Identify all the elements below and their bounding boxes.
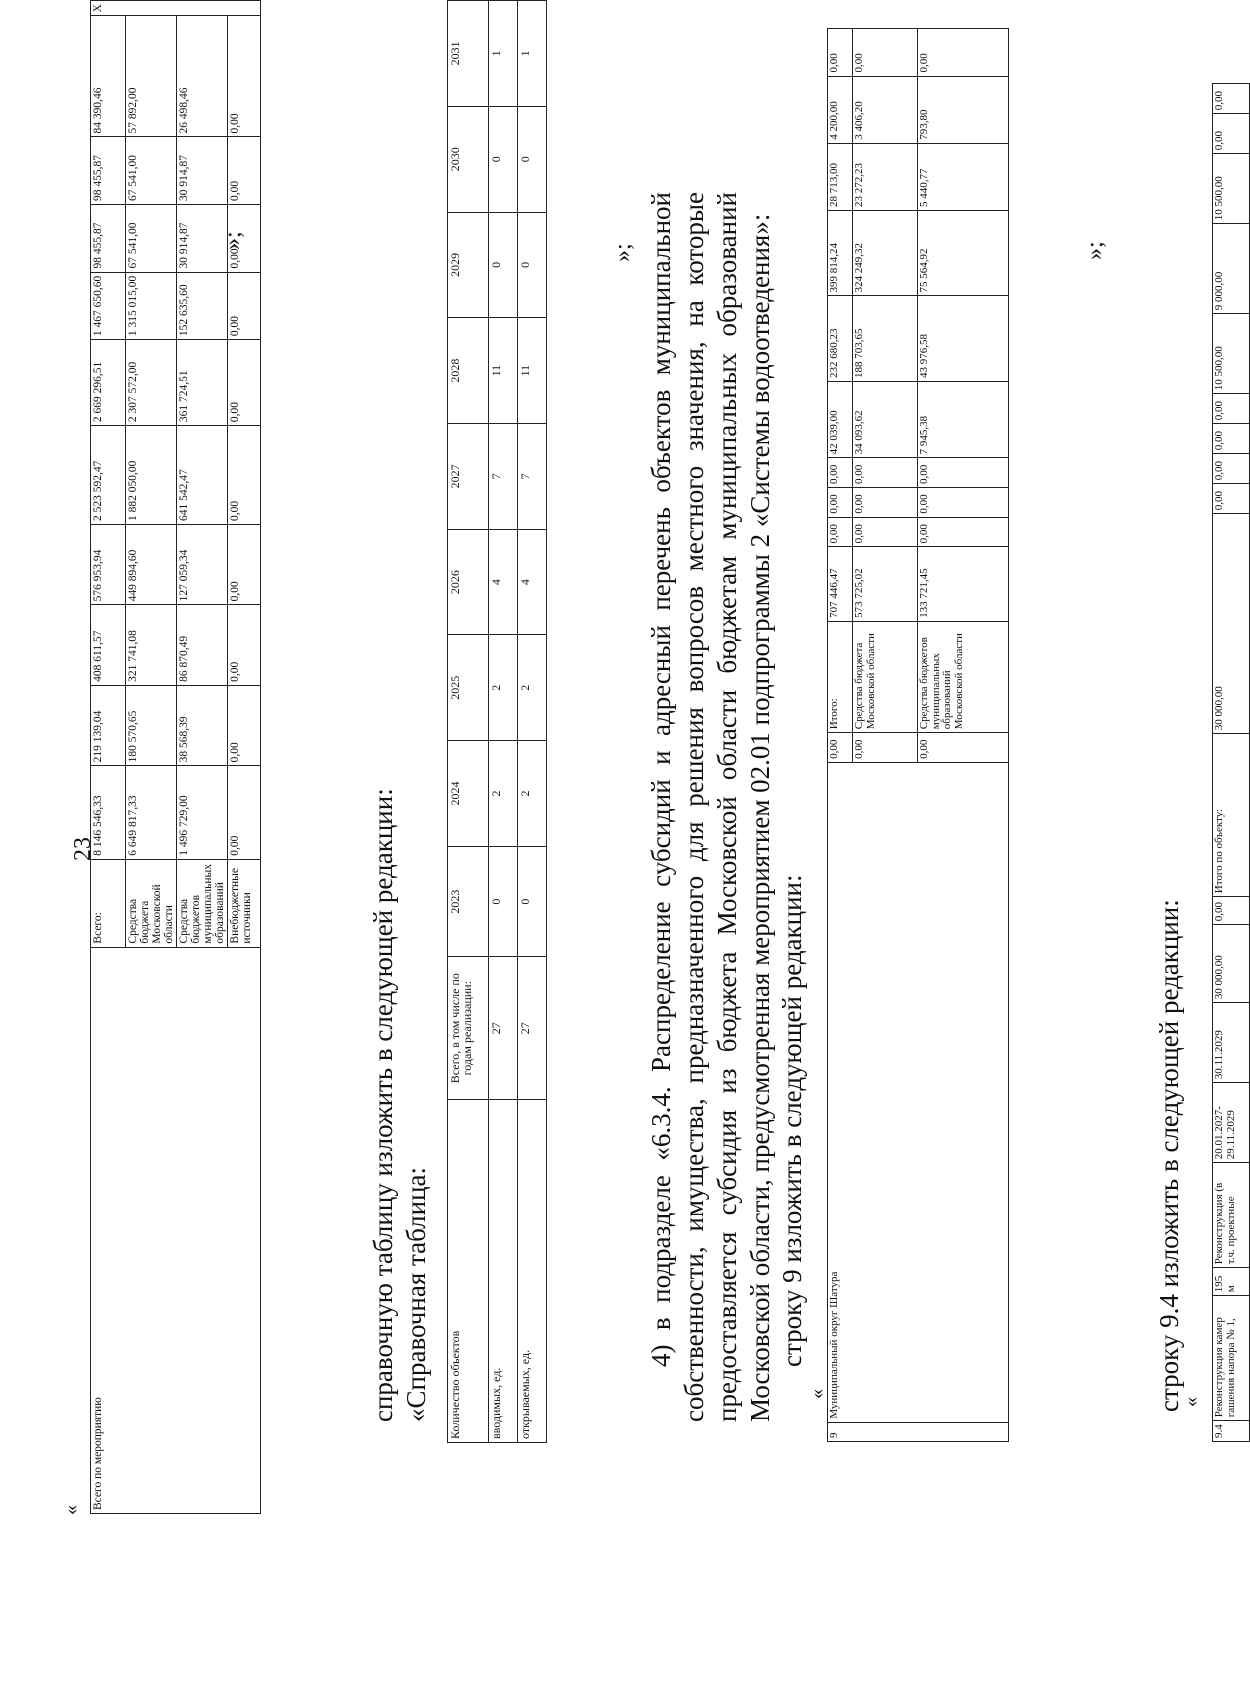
funding-value: 0,00 (1213, 424, 1250, 454)
year-value: 2 (518, 741, 547, 847)
funding-value: 576 953,94 (91, 524, 126, 604)
funding-value: 42 039,00 (828, 381, 853, 457)
table-header-row (448, 1, 489, 1443)
year-value: 2 (489, 741, 518, 847)
funding-value: 2 669 296,51 (91, 340, 126, 426)
paragraph-6-3-4: 4) в подразделе «6.3.4. Распределение субсидий и адресный перечень объектов муниципальной собственности, имущества, предназначенного для решения вопросов местного значения, на которые предоставляется субсидия из бюджета Московской области бюджетам муниципальных образований Московской области, предусмотренная мероприятием 02.01 подпрограммы 2 «Системы водоотведения»: (646, 192, 775, 1422)
year-value: 0 (518, 212, 547, 318)
funding-value: 9 000,00 (1213, 224, 1250, 314)
column-header: Количество объектов (448, 1100, 489, 1443)
table1-x-mark: X (91, 1, 261, 16)
funding-value: 361 724,51 (177, 340, 228, 426)
table-row (1213, 84, 1250, 1442)
row-number: 9.4 (1213, 1421, 1250, 1442)
funding-value: 10 500,00 (1213, 314, 1250, 394)
funding-value: 219 139,04 (91, 685, 126, 765)
instruction-line-2: «Справочная таблица: (401, 1166, 431, 1422)
instruction-line-3: строку 9 изложить в следующей редакции: (777, 874, 807, 1367)
work-dates: 20.01.2027-29.11.2029 (1213, 1083, 1250, 1163)
funding-value: 0,00 (228, 766, 261, 859)
funding-value: 0,00 (228, 605, 261, 685)
year-value: 7 (489, 423, 518, 529)
funding-value: 133 721,45 (918, 547, 1009, 622)
funding-value: 0,00 (228, 340, 261, 426)
object-row-9-4-table (1212, 83, 1250, 1442)
funding-value: 5 440,77 (918, 143, 1009, 210)
quote-open-1: « (60, 1505, 82, 1515)
funding-value: 6 649 817,33 (126, 766, 177, 859)
year-header: 2031 (448, 1, 489, 107)
table1-label: Всего по мероприятию (91, 947, 261, 1513)
funding-value: 84 390,46 (91, 16, 126, 137)
funding-value: 0,00 (853, 517, 918, 547)
row-label: открываемых, ед. (518, 1100, 547, 1443)
funding-value: 573 725,02 (853, 547, 918, 622)
funding-value: 0,00 (918, 488, 1009, 518)
funding-source: Итого: (828, 621, 853, 732)
funding-value: 34 093,62 (853, 381, 918, 457)
funding-value: 2 307 572,00 (126, 340, 177, 426)
year-value: 0 (518, 846, 547, 956)
object-name: Реконструкция камер гашения напора № 1, (1213, 1296, 1250, 1421)
funding-value: 0,00 (853, 458, 918, 488)
funding-value: 0,00 (828, 28, 853, 76)
table-row (489, 1, 518, 1443)
funding-value: 3 406,20 (853, 76, 918, 143)
funding-value: 2 523 592,47 (91, 426, 126, 525)
year-value: 4 (518, 529, 547, 635)
funding-value: 0,00 (228, 137, 261, 205)
funding-value: 0,00 (228, 16, 261, 137)
year-value: 11 (489, 318, 518, 424)
funding-value: 232 680,23 (828, 296, 853, 382)
funding-value: 98 455,87 (91, 137, 126, 205)
funding-value: 30 914,87 (177, 204, 228, 272)
subsidy-row-9-table (827, 0, 1009, 1442)
funding-source: Средства бюджета Московской области (126, 859, 177, 947)
row-total: 27 (518, 957, 547, 1100)
table-row (518, 1, 547, 1443)
funding-value: 0,00 (828, 458, 853, 488)
funding-value: 188 703,65 (853, 296, 918, 382)
year-header: 2030 (448, 106, 489, 212)
reference-table (447, 0, 547, 1443)
funding-value: 38 568,39 (177, 685, 228, 765)
municipality-name: Муниципальный округ Шатура (828, 762, 1009, 1422)
row-label: вводимых, ед. (489, 1100, 518, 1443)
funding-value: 86 870,49 (177, 605, 228, 685)
year-header: 2026 (448, 529, 489, 635)
funding-value: 1 496 729,00 (177, 766, 228, 859)
instruction-line-1: справочную таблицу изложить в следующей редакции: (368, 788, 398, 1422)
quote-close-1: »; (220, 231, 246, 250)
year-header: 2024 (448, 741, 489, 847)
funding-value: 0,00 (1213, 484, 1250, 514)
year-value: 0 (489, 106, 518, 212)
object-capacity: 195 м (1213, 1268, 1250, 1296)
funding-value: 0,00 (1213, 394, 1250, 424)
year-value: 4 (489, 529, 518, 635)
funding-value: 1 467 650,60 (91, 272, 126, 340)
funding-value: 0,00 (853, 488, 918, 518)
funding-value: 67 541,00 (126, 137, 177, 205)
funding-value: 0,00 (228, 685, 261, 765)
funding-value: 180 570,65 (126, 685, 177, 765)
row-number: 9 (828, 1422, 1009, 1441)
funding-value: 707 446,47 (828, 547, 853, 622)
instruction-line-4: строку 9.4 изложить в следующей редакции: (1154, 899, 1184, 1412)
year-value: 1 (489, 1, 518, 107)
pre-value: 0,00 (1213, 897, 1250, 925)
quote-open-3: « (806, 1389, 828, 1399)
funding-value: 0,00 (1213, 84, 1250, 114)
funding-value: 1 315 015,00 (126, 272, 177, 340)
funding-value: 4 200,00 (828, 76, 853, 143)
funding-value: 0,00 (918, 28, 1009, 76)
funding-value: 30 914,87 (177, 137, 228, 205)
funding-value: 23 272,23 (853, 143, 918, 210)
year-value: 0 (489, 212, 518, 318)
funding-value: 57 892,00 (126, 16, 177, 137)
funding-value: 0,00 (1213, 454, 1250, 484)
completion-date: 30.11.2029 (1213, 1003, 1250, 1083)
row-total: 27 (489, 957, 518, 1100)
year-value: 0 (518, 106, 547, 212)
funding-value: 0,00 (828, 488, 853, 518)
year-header: 2025 (448, 635, 489, 741)
quote-close-2: »; (610, 243, 636, 262)
funding-value: 0,00 (228, 272, 261, 340)
table-row (828, 1, 853, 1442)
funding-value: 408 611,57 (91, 605, 126, 685)
quote-close-3: »; (1082, 241, 1108, 260)
year-value: 7 (518, 423, 547, 529)
year-value: 1 (518, 1, 547, 107)
funding-source: Внебюджетные источники (228, 859, 261, 947)
quote-open-4: « (1180, 1397, 1202, 1407)
funding-value: 26 498,46 (177, 16, 228, 137)
funding-source: Средства бюджета Московской области (853, 621, 918, 732)
funding-value: 28 713,00 (828, 143, 853, 210)
object-cost: 30 000,00 (1213, 925, 1250, 1003)
page-number: 23 (70, 837, 96, 861)
funding-value: 641 542,47 (177, 426, 228, 525)
funding-value: 152 635,60 (177, 272, 228, 340)
funding-value: 0,00 (918, 517, 1009, 547)
funding-source: Всего: (91, 859, 126, 947)
funding-value: 98 455,87 (91, 204, 126, 272)
funding-value: 449 894,60 (126, 524, 177, 604)
funding-value: 793,80 (918, 76, 1009, 143)
funding-value: 75 564,92 (918, 210, 1009, 296)
pre-value: 0,00 (853, 733, 918, 763)
funding-value: 8 146 546,33 (91, 766, 126, 859)
funding-source: Средства бюджетов муниципальных образований Московской области (918, 621, 1009, 732)
funding-value: 399 814,24 (828, 210, 853, 296)
funding-value: 67 541,00 (126, 204, 177, 272)
funding-value: 0,00 (228, 204, 261, 272)
year-value: 2 (518, 635, 547, 741)
funding-value: 127 059,34 (177, 524, 228, 604)
funding-value: 0,00 (228, 426, 261, 525)
year-value: 11 (518, 318, 547, 424)
table-row (91, 1, 126, 1514)
funding-value: 30 000,00 (1213, 514, 1250, 734)
funding-value: 324 249,32 (853, 210, 918, 296)
funding-value: 0,00 (828, 517, 853, 547)
year-value: 0 (489, 846, 518, 956)
column-header: Всего, в том числе по годам реализации: (448, 957, 489, 1100)
funding-value: 43 976,58 (918, 296, 1009, 382)
funding-value: 321 741,08 (126, 605, 177, 685)
year-header: 2023 (448, 846, 489, 956)
pre-value: 0,00 (828, 733, 853, 763)
year-header: 2027 (448, 423, 489, 529)
funding-value: 1 882 050,00 (126, 426, 177, 525)
pre-value: 0,00 (918, 733, 1009, 763)
funding-source: Итого по объекту: (1213, 734, 1250, 897)
year-header: 2029 (448, 212, 489, 318)
funding-table-total (90, 0, 261, 1514)
year-header: 2028 (448, 318, 489, 424)
work-type: Реконструкция (в т.ч. проектные (1213, 1163, 1250, 1268)
funding-value: 10 500,00 (1213, 154, 1250, 224)
funding-value: 0,00 (1213, 114, 1250, 154)
funding-value: 0,00 (228, 524, 261, 604)
funding-value: 0,00 (853, 28, 918, 76)
year-value: 2 (489, 635, 518, 741)
funding-value: 0,00 (918, 458, 1009, 488)
funding-source: Средства бюджетов муниципальных образований (177, 859, 228, 947)
funding-value: 7 945,38 (918, 381, 1009, 457)
